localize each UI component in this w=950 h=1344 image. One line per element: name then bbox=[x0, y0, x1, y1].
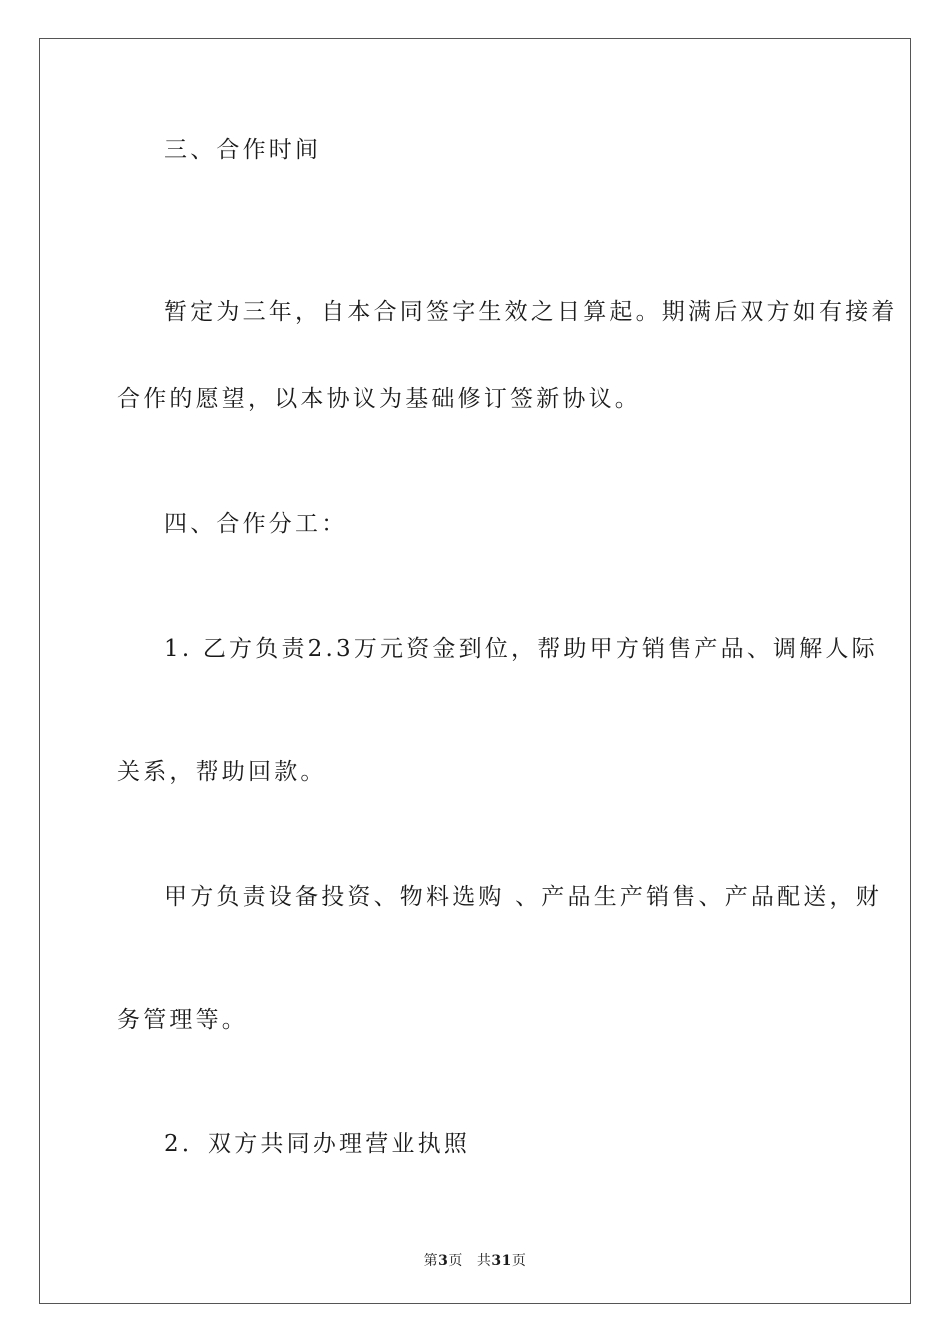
page-prefix: 第 bbox=[423, 1253, 439, 1269]
total-suffix: 页 bbox=[511, 1253, 527, 1269]
list-item: 2．双方共同办理营业执照 bbox=[164, 1131, 471, 1157]
heading-division-of-work: 四、合作分工： bbox=[164, 511, 348, 537]
page-suffix: 页 bbox=[448, 1253, 463, 1269]
paragraph-line: 务管理等。 bbox=[117, 1007, 248, 1033]
page-number: 3 bbox=[438, 1253, 449, 1269]
total-prefix: 共 bbox=[476, 1253, 492, 1269]
paragraph-line: 暂定为三年，自本合同签字生效之日算起。期满后双方如有接着 bbox=[164, 299, 898, 325]
page-footer bbox=[40, 1250, 910, 1270]
total-pages: 31 bbox=[491, 1253, 512, 1269]
paragraph-line: 合作的愿望，以本协议为基础修订签新协议。 bbox=[117, 386, 641, 412]
paragraph-line: 1. 乙方负责2.3万元资金到位，帮助甲方销售产品、调解人际 bbox=[164, 636, 878, 662]
paragraph-line: 甲方负责设备投资、物料选购 、产品生产销售、产品配送，财 bbox=[164, 884, 882, 910]
heading-cooperation-period: 三、合作时间 bbox=[164, 137, 322, 163]
paragraph-line: 关系，帮助回款。 bbox=[117, 759, 327, 785]
page-frame bbox=[39, 38, 911, 1304]
